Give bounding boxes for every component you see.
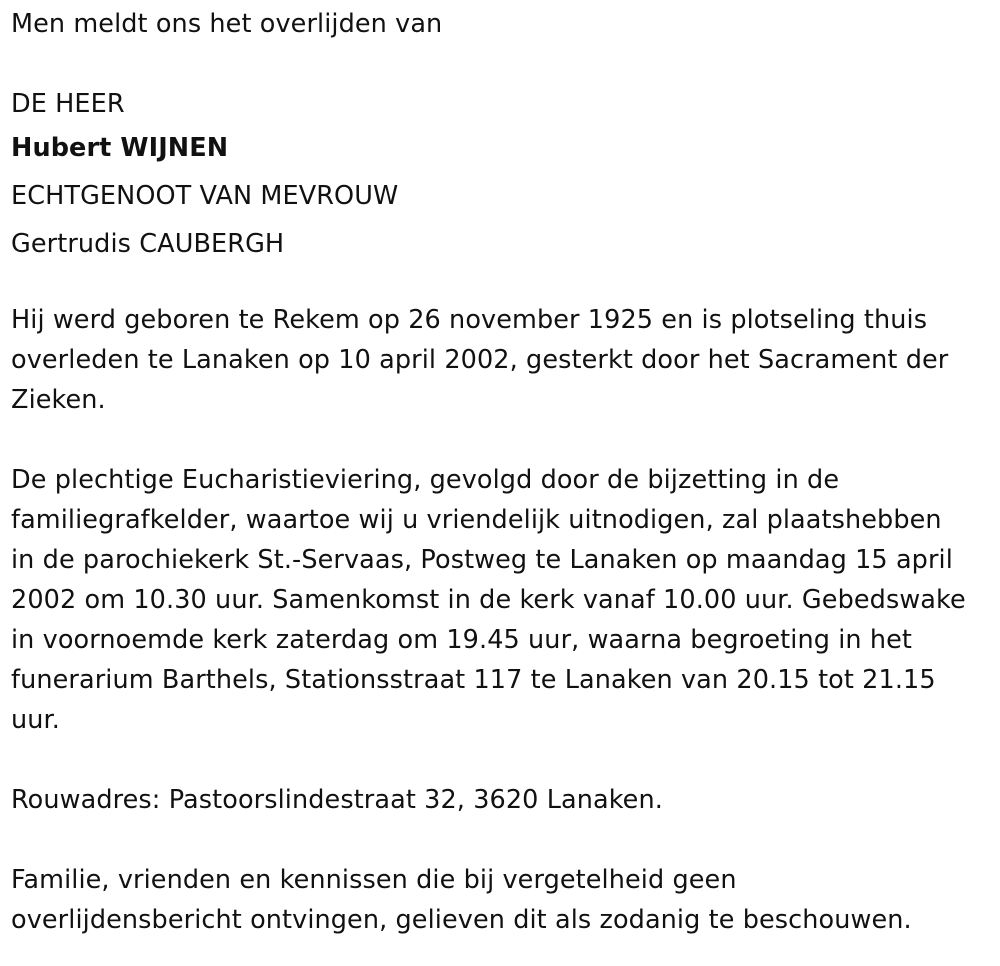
deceased-name: Hubert WIJNEN (11, 133, 229, 163)
deceased-name-wrap (11, 124, 992, 172)
spacer (11, 268, 992, 300)
paragraph-line: Familie, vrienden en kennissen die bij vergetelheid geen (11, 865, 737, 895)
paragraph-line: overleden te Lanaken op 10 april 2002, gesterkt door het Sacrament der (11, 345, 949, 375)
paragraph-line: uur. (11, 705, 60, 735)
ceremony-paragraph (11, 460, 992, 740)
paragraph-line: in voornoemde kerk zaterdag om 19.45 uur, waarna begroeting in het (11, 625, 913, 655)
paragraph-line: overlijdensbericht ontvingen, gelieven dit als zodanig te beschouwen. (11, 905, 912, 935)
spacer (11, 44, 992, 84)
mourning-address: Rouwadres: Pastoorslindestraat 32, 3620 Lanaken. (11, 785, 663, 815)
paragraph-line: 2002 om 10.30 uur. Samenkomst in de kerk vanaf 10.00 uur. Gebedswake (11, 585, 966, 615)
relation-text: ECHTGENOOT VAN MEVROUW (11, 181, 399, 211)
paragraph-line: familiegrafkelder, waartoe wij u vriendelijk uitnodigen, zal plaatshebben (11, 505, 942, 535)
spacer (11, 820, 992, 860)
paragraph-line: Hij werd geboren te Rekem op 26 november 1925 en is plotseling thuis (11, 305, 928, 335)
deceased-title: DE HEER (11, 89, 125, 119)
spacer (11, 420, 992, 460)
paragraph-line: Zieken. (11, 385, 106, 415)
birth-death-paragraph (11, 300, 992, 420)
paragraph-line: funerarium Barthels, Stationsstraat 117 te Lanaken van 20.15 tot 21.15 (11, 665, 936, 695)
spouse-name: Gertrudis CAUBERGH (11, 229, 285, 259)
paragraph-line: in de parochiekerk St.-Servaas, Postweg te Lanaken op maandag 15 april (11, 545, 953, 575)
closing-paragraph (11, 860, 992, 940)
paragraph-line: De plechtige Eucharistieviering, gevolgd door de bijzetting in de (11, 465, 840, 495)
spacer (11, 740, 992, 780)
intro-text: Men meldt ons het overlijden van (11, 9, 443, 39)
